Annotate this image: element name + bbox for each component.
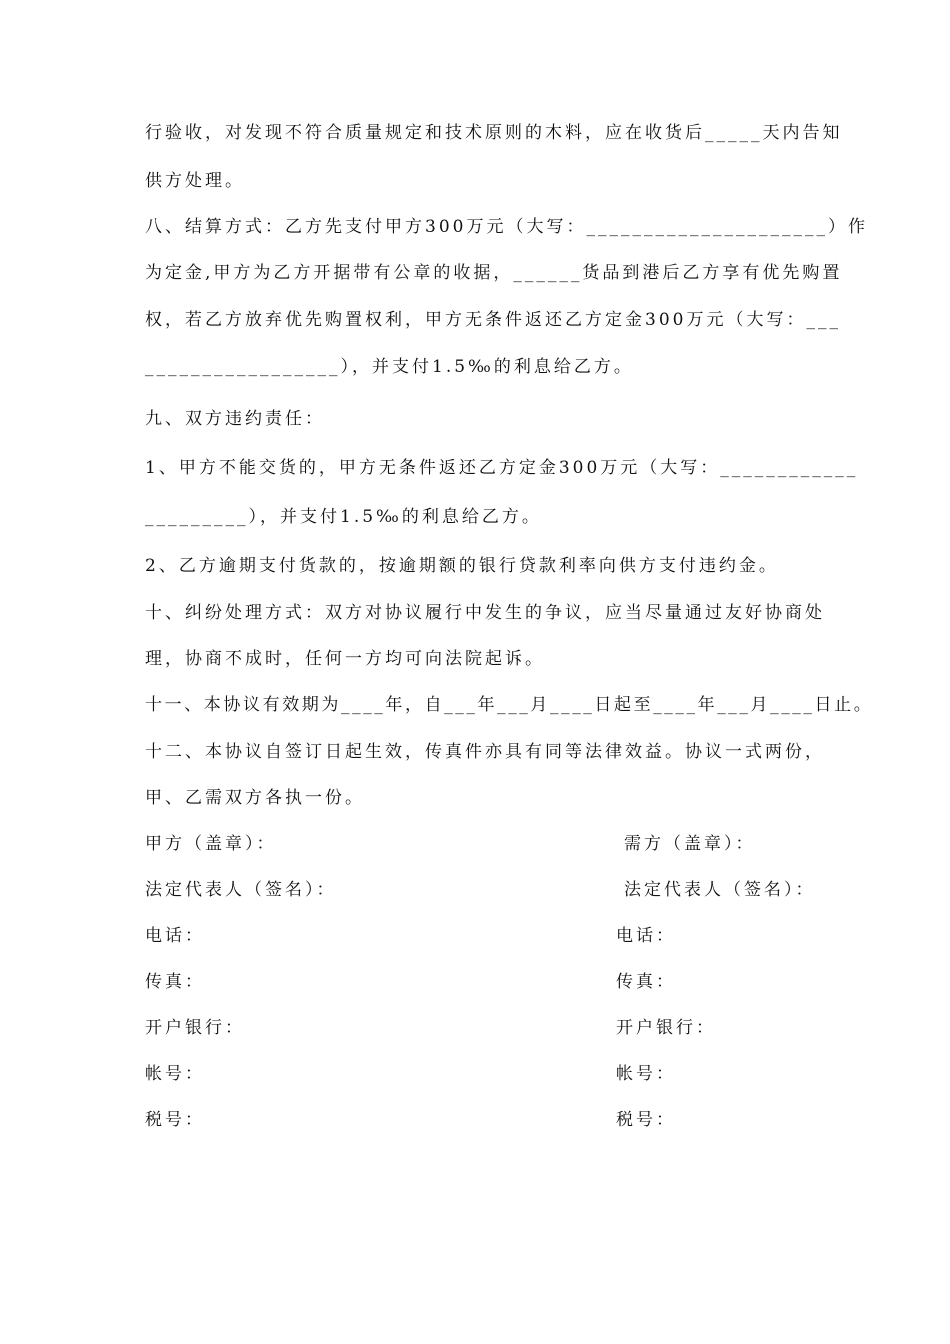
paragraph-line: 甲、乙需双方各执一份。	[145, 788, 365, 808]
party-b-seal-label: 需方（盖章）：	[624, 834, 756, 854]
clause-9-item-2: 2、乙方逾期支付货款的，按逾期额的银行贷款利率向供方支付违约金。	[145, 556, 779, 576]
paragraph-line: _________），并支付1.5‰的利息给乙方。	[145, 507, 542, 527]
party-a-phone-label: 电话：	[145, 926, 205, 946]
clause-11-line: 十一、本协议有效期为____年，自___年___月____日起至____年___月____日止。	[145, 695, 874, 715]
party-b-rep-label: 法定代表人（签名）：	[624, 880, 816, 900]
party-b-phone-label: 电话：	[616, 926, 676, 946]
paragraph-line: 理，协商不成时，任何一方均可向法院起诉。	[145, 649, 545, 669]
party-a-account-label: 帐号：	[145, 1064, 205, 1084]
party-b-account-label: 帐号：	[616, 1064, 676, 1084]
paragraph-line: 为定金,甲方为乙方开据带有公章的收据，______货品到港后乙方享有优先购置	[145, 263, 843, 283]
clause-9-heading: 九、双方违约责任：	[145, 409, 325, 429]
paragraph-line: 行验收，对发现不符合质量规定和技术原则的木料，应在收货后_____天内告知	[145, 123, 843, 143]
party-a-fax-label: 传真：	[145, 972, 205, 992]
party-b-fax-label: 传真：	[616, 972, 676, 992]
clause-9-item-1: 1、甲方不能交货的，甲方无条件返还乙方定金300万元（大写：____________	[145, 458, 859, 478]
party-a-bank-label: 开户银行：	[145, 1018, 245, 1038]
party-a-rep-label: 法定代表人（签名）：	[145, 880, 337, 900]
party-b-bank-label: 开户银行：	[616, 1018, 716, 1038]
paragraph-line: 权，若乙方放弃优先购置权利，甲方无条件返还乙方定金300万元（大写：___	[145, 310, 841, 330]
clause-8-line: 八、结算方式：乙方先支付甲方300万元（大写：_____________________）作	[145, 217, 868, 237]
party-a-seal-label: 甲方（盖章）：	[145, 834, 277, 854]
party-b-tax-label: 税号：	[616, 1110, 676, 1130]
paragraph-line: 供方处理。	[145, 171, 245, 191]
paragraph-line: _________________），并支付1.5‰的利息给乙方。	[145, 357, 634, 377]
clause-12-line: 十二、本协议自签订日起生效，传真件亦具有同等法律效益。协议一式两份，	[145, 742, 825, 762]
clause-10-line: 十、纠纷处理方式：双方对协议履行中发生的争议，应当尽量通过友好协商处	[145, 603, 825, 623]
party-a-tax-label: 税号：	[145, 1110, 205, 1130]
